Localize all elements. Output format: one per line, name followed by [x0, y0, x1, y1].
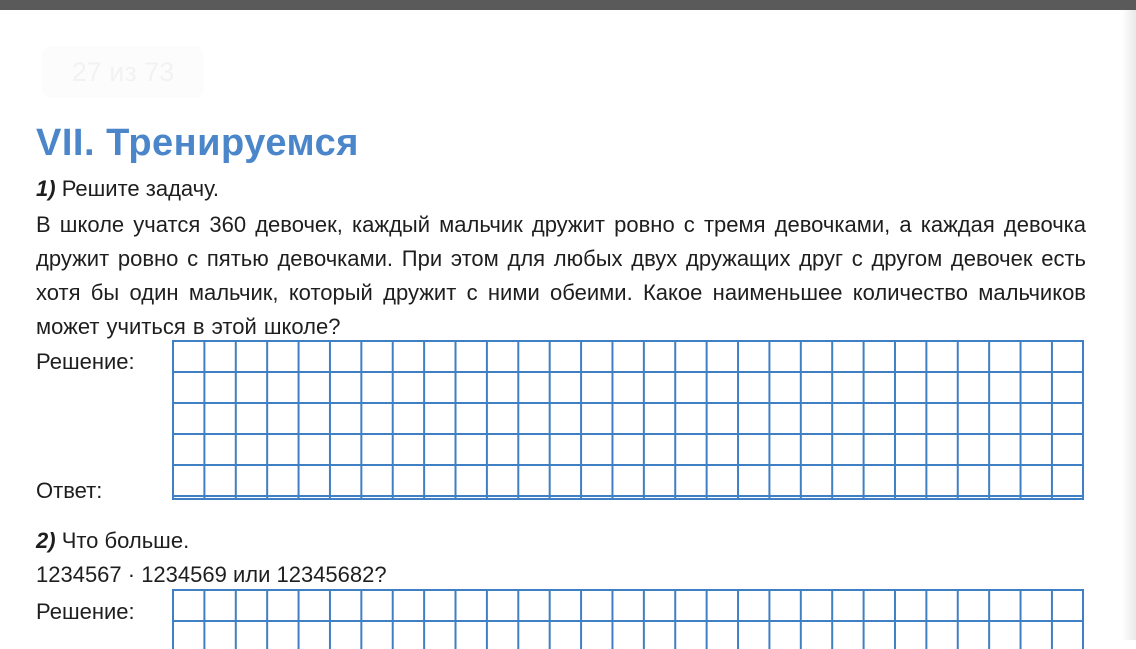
task2-instruction: Что больше. — [61, 528, 190, 553]
section-title: VII. Тренируемся — [36, 122, 359, 164]
task2-number: 2) — [36, 528, 56, 553]
task1-heading — [36, 176, 219, 202]
task2-expression: 1234567 · 1234569 или 12345682? — [36, 562, 387, 587]
task1-solution-label: Решение: — [36, 349, 135, 374]
page-counter-badge: 27 из 73 — [42, 46, 204, 98]
task1-instruction: Решите задачу. — [61, 176, 220, 201]
top-bar — [0, 0, 1136, 10]
page-edge-shadow — [1122, 10, 1136, 640]
task1-solution-grid[interactable] — [172, 340, 1084, 500]
task2-solution-label: Решение: — [36, 599, 135, 624]
task1-answer-label: Ответ: — [36, 478, 103, 503]
task2-heading — [36, 528, 189, 554]
task1-number: 1) — [36, 176, 56, 201]
task1-problem-text: В школе учатся 360 девочек, каждый мальчик дружит ровно с тремя девочками, а каждая девочка дружит ровно с пятью девочками. При этом для любых двух дружащих друг с другом девочек есть хотя бы один мальчик, который дружит с ними обеими. Какое наименьшее количество мальчиков может учиться в этой школе? — [36, 212, 1086, 339]
task2-solution-grid[interactable] — [172, 589, 1084, 649]
